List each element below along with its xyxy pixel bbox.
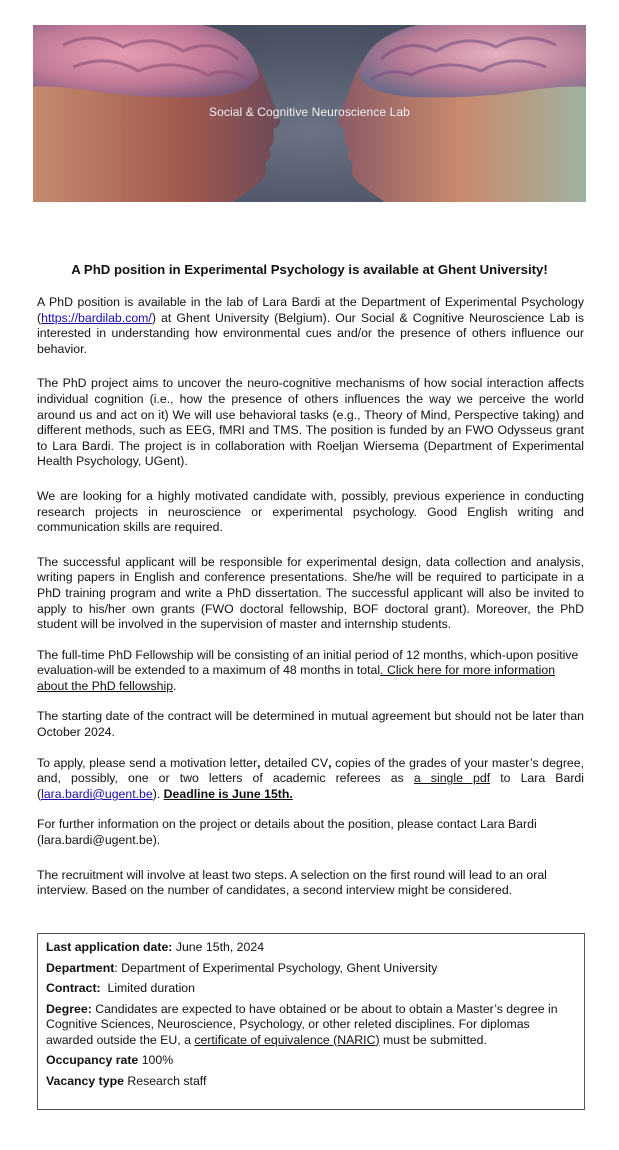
paragraph-project: The PhD project aims to uncover the neuro-cognitive mechanisms of how social interaction affects individual cognition (i.e., how the presence of others influences the way we perceive the world around us and act on it) We will use behavioral tasks (e.g., Theory of Mind, Perspective taking) and different methods, such as EEG, fMRI and TMS. The position is funded by an FWO Odysseus grant to Lara Bardi. The project is in collaboration with Roeljan Wiersema (Department of Experimental Health Psychology, UGent). [37, 376, 584, 469]
page-title: A PhD position in Experimental Psychology is available at Ghent University! [71, 262, 548, 277]
department-row: Department: Department of Experimental Psychology, Ghent University [46, 960, 438, 975]
paragraph-candidate: We are looking for a highly motivated candidate with, possibly, previous experience in conducting research projects in neuroscience or experimental psychology. Good English writing and communication skills are required. [37, 488, 584, 535]
paragraph-contact: For further information on the project or details about the position, please contact Lara Bardi (lara.bardi@ugent.be). [37, 817, 537, 848]
vacancy-type-row: Vacancy type Research staff [46, 1073, 207, 1088]
paragraph-responsibilities: The successful applicant will be responsible for experimental design, data collection and analysis, writing papers in English and conference presentations. She/he will be required to participate in a PhD training program and write a PhD dissertation. The successful applicant will also be invited to apply to his/her own grants (FWO doctoral fellowship, BOF doctoral grant). Moreover, the PhD student will be involved in the supervision of master and internship students. [37, 554, 584, 632]
naric-link[interactable]: certificate of equivalence (NARIC) [194, 1032, 380, 1047]
paragraph-start-date: The starting date of the contract will be determined in mutual agreement but should not be later than October 2024. [37, 709, 584, 740]
single-pdf-text: a single pdf [413, 771, 491, 786]
application-date-row: Last application date: June 15th, 2024 [46, 940, 265, 954]
paragraph-intro: A PhD position is available in the lab of Lara Bardi at the Department of Experimental Psychology (https://bardilab.com/) at Ghent University (Belgium). Our Social & Cognitive Neuroscience Lab is interested in understanding how environmental cues and/or the presence of others influence our behavior. [37, 295, 584, 356]
lab-name-caption: Social & Cognitive Neuroscience Lab [209, 105, 410, 119]
email-link[interactable]: lara.bardi@ugent.be [41, 786, 153, 801]
announcement-body [37, 295, 584, 914]
lab-website-link[interactable]: https://bardilab.com/ [41, 310, 152, 325]
degree-row: Degree: Candidates are expected to have obtained or be about to obtain a Master’s degree in Cognitive Sciences, Neuroscience, Psychology, or other releted disciplines. For diplomas awarded outside the EU, a certificate of equivalence (NARIC) must be submitted. [46, 1002, 558, 1047]
paragraph-fellowship: The full-time PhD Fellowship will be consisting of an initial period of 12 months, which-upon positive evaluation-will be extended to a maximum of 48 months in total. Click here for more information about the PhD fellowship. [37, 647, 579, 693]
position-summary-box [37, 933, 585, 1110]
header-banner [33, 25, 586, 202]
contract-row: Contract: Limited duration [46, 981, 195, 996]
paragraph-recruitment: The recruitment will involve at least two steps. A selection on the first round will lead to an oral interview. Based on the number of candidates, a second interview might be considered. [37, 867, 547, 898]
paragraph-apply: To apply, please send a motivation letter, detailed CV, copies of the grades of your master’s degree, and, possibly, one or two letters of academic referees as a single pdf to Lara Bardi (lara.bardi@ugent.be). Deadline is June 15th. [37, 755, 585, 801]
occupancy-row: Occupancy rate 100% [46, 1053, 174, 1068]
fellowship-info-link[interactable]: . Click here for more information about the PhD fellowship [37, 663, 556, 693]
deadline-text: Deadline is June 15th. [163, 786, 293, 801]
